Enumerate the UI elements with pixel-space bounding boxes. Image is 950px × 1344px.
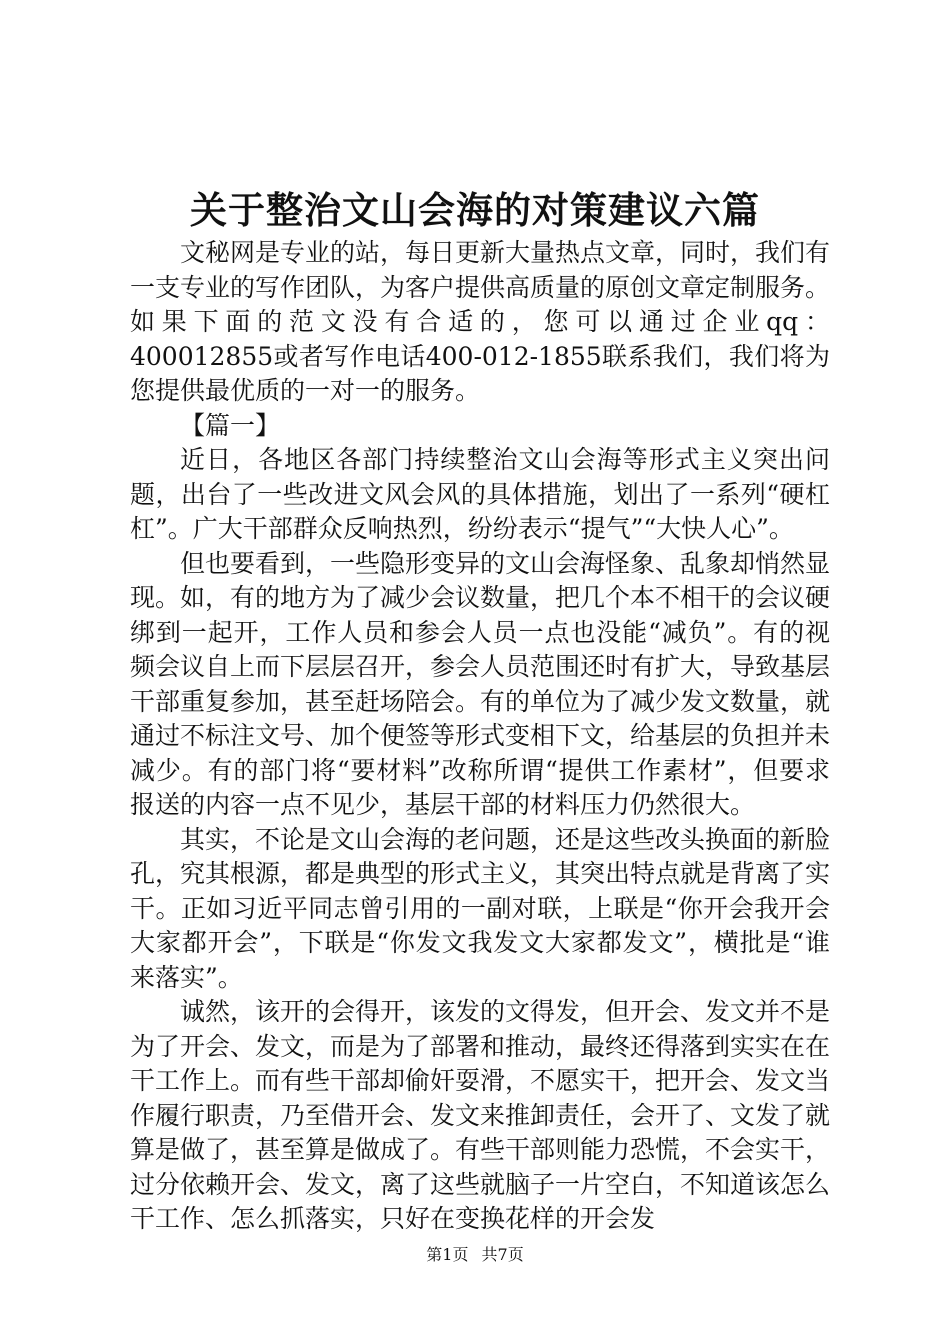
document-title: 关于整治文山会海的对策建议六篇 xyxy=(190,188,760,232)
section-heading: 【篇一】 xyxy=(180,410,281,440)
page-total: 共7页 xyxy=(481,1245,524,1264)
body-paragraph: 其实，不论是文山会海的老问题，还是这些改头换面的新脸孔，究其根源，都是典型的形式主义，其突出特点就是背离了实干。正如习近平同志曾引用的一副对联，上联是“你开会我开会大家都开会”，下联是“你发文我发文大家都发文”，横批是“谁来落实”。 xyxy=(130,824,831,992)
body-paragraph: 诚然，该开的会得开，该发的文得发，但开会、发文并不是为了开会、发文，而是为了部署和推动，最终还得落到实实在在干工作上。而有些干部却偷奸耍滑，不愿实干，把开会、发文当作履行职责，乃至借开会、发文来推卸责任，会开了、文发了就算是做了，甚至算是做成了。有些干部则能力恐慌，不会实干，过分依赖开会、发文，离了这些就脑子一片空白，不知道该怎么干工作、怎么抓落实，只好在变换花样的开会发 xyxy=(130,997,831,1233)
body-paragraph: 近日，各地区各部门持续整治文山会海等形式主义突出问题，出台了一些改进文风会风的具体措施，划出了一系列“硬杠杠”。广大干部群众反响热烈，纷纷表示“提气”“大快人心”。 xyxy=(130,445,830,543)
intro-paragraph: 文秘网是专业的站，每日更新大量热点文章，同时，我们有一支专业的写作团队，为客户提供高质量的原创文章定制服务。如果下面的范文没有合适的，您可以通过企业qq：400012855或者写作电话400-012-1855联系我们，我们将为您提供最优质的一对一的服务。 xyxy=(130,238,831,405)
page-number: 第1页 xyxy=(426,1245,469,1264)
page-footer xyxy=(0,1244,950,1266)
document-body xyxy=(130,236,830,1237)
body-paragraph: 但也要看到，一些隐形变异的文山会海怪象、乱象却悄然显现。如，有的地方为了减少会议数量，把几个本不相干的会议硬绑到一起开，工作人员和参会人员一点也没能“减负”。有的视频会议自上而下层层召开，参会人员范围还时有扩大，导致基层干部重复参加，甚至赶场陪会。有的单位为了减少发文数量，就通过不标注文号、加个便签等形式变相下文，给基层的负担并未减少。有的部门将“要材料”改称所谓“提供工作素材”，但要求报送的内容一点不见少，基层干部的材料压力仍然很大。 xyxy=(130,548,831,819)
